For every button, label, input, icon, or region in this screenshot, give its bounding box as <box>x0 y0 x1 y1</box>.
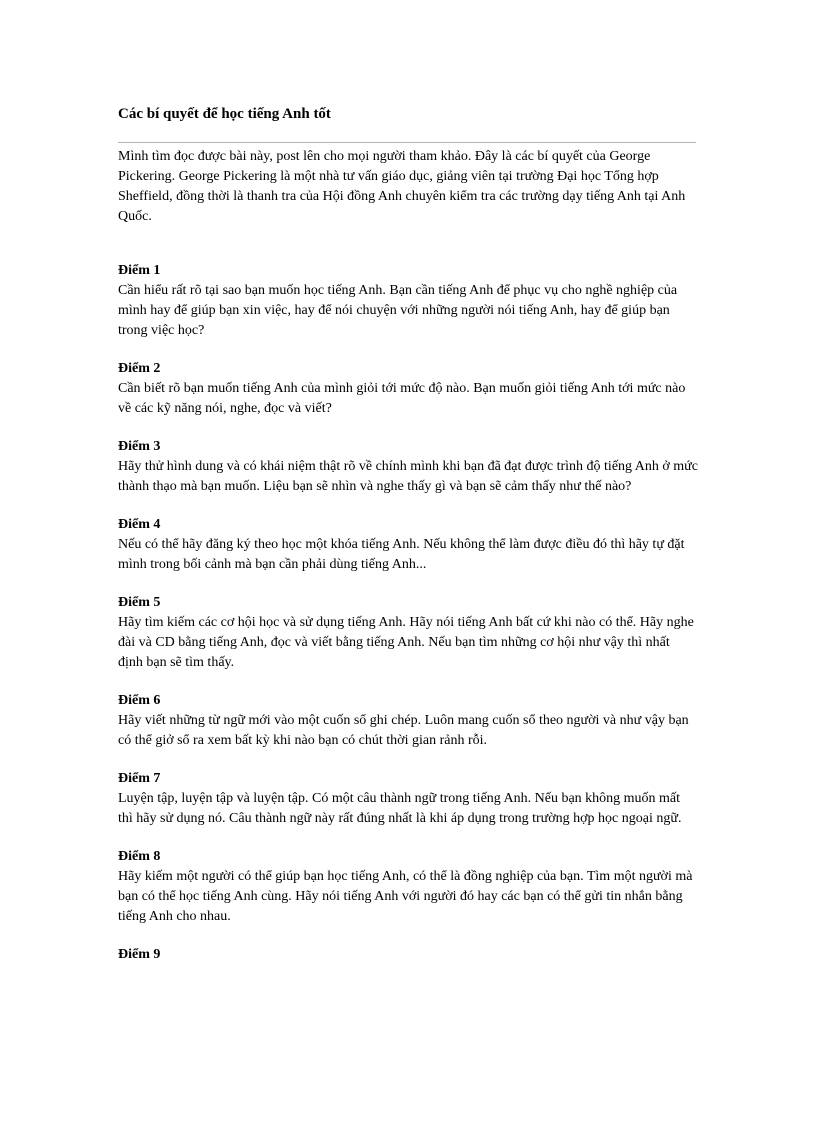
point-heading: Điểm 5 <box>118 595 161 610</box>
point-text: Luyện tập, luyện tập và luyện tập. Có một câu thành ngữ trong tiếng Anh. Nếu bạn không muốn mất thì hãy sử dụng nó. Câu thành ngữ này rất đúng nhất là khi áp dụng trong trường hợp học ngoại ngữ. <box>118 791 682 826</box>
point-text: Hãy kiếm một người có thể giúp bạn học tiếng Anh, có thể là đồng nghiệp của bạn. Tìm một người mà bạn có thể học tiếng Anh cùng. Hãy nói tiếng Anh với người đó hay các bạn có thể gửi tin nhắn bằng tiếng Anh cho nhau. <box>118 869 693 924</box>
point-3 <box>118 437 698 497</box>
title-divider <box>118 142 696 143</box>
point-8 <box>118 847 698 927</box>
points-list <box>118 261 698 965</box>
point-text: Hãy viết những từ ngữ mới vào một cuốn sổ ghi chép. Luôn mang cuốn sổ theo người và như vậy bạn có thể giở sổ ra xem bất kỳ khi nào bạn có chút thời gian rảnh rỗi. <box>118 713 689 748</box>
point-text: Cần biết rõ bạn muốn tiếng Anh của mình giỏi tới mức độ nào. Bạn muốn giỏi tiếng Anh tới mức nào về các kỹ năng nói, nghe, đọc và viết? <box>118 381 686 416</box>
point-heading: Điểm 7 <box>118 771 161 786</box>
point-heading: Điểm 1 <box>118 263 161 278</box>
point-heading: Điểm 3 <box>118 439 161 454</box>
point-heading: Điểm 2 <box>118 361 161 376</box>
point-7 <box>118 769 698 829</box>
point-2 <box>118 359 698 419</box>
point-heading: Điểm 9 <box>118 947 161 962</box>
point-heading: Điểm 6 <box>118 693 161 708</box>
point-text: Cần hiểu rất rõ tại sao bạn muốn học tiếng Anh. Bạn cần tiếng Anh để phục vụ cho nghề nghiệp của mình hay để giúp bạn xin việc, hay để nói chuyện với những người nói tiếng Anh, hay để giúp bạn trong việc học? <box>118 283 678 338</box>
intro-paragraph: Mình tìm đọc được bài này, post lên cho mọi người tham khảo. Đây là các bí quyết của George Pickering. George Pickering là một nhà tư vấn giáo dục, giảng viên tại trường Đại học Tổng hợp Sheffield, đồng thời là thanh tra của Hội đồng Anh chuyên kiểm tra các trường dạy tiếng Anh tại Anh Quốc. <box>118 149 686 224</box>
point-6 <box>118 691 698 751</box>
point-9 <box>118 945 698 965</box>
point-4 <box>118 515 698 575</box>
document-title: Các bí quyết để học tiếng Anh tốt <box>118 106 331 122</box>
point-1 <box>118 261 698 341</box>
point-heading: Điểm 4 <box>118 517 161 532</box>
point-text: Hãy thử hình dung và có khái niệm thật rõ về chính mình khi bạn đã đạt được trình độ tiếng Anh ở mức thành thạo mà bạn muốn. Liệu bạn sẽ nhìn và nghe thấy gì và bạn sẽ cảm thấy như thế nào? <box>118 459 698 494</box>
point-5 <box>118 593 698 673</box>
point-text: Hãy tìm kiếm các cơ hội học và sử dụng tiếng Anh. Hãy nói tiếng Anh bất cứ khi nào có thể. Hãy nghe đài và CD bằng tiếng Anh, đọc và viết bằng tiếng Anh. Nếu bạn tìm những cơ hội như vậy thì nhất định bạn sẽ tìm thấy. <box>118 615 694 670</box>
point-heading: Điểm 8 <box>118 849 161 864</box>
point-text: Nếu có thể hãy đăng ký theo học một khóa tiếng Anh. Nếu không thể làm được điều đó thì hãy tự đặt mình trong bối cảnh mà bạn cần phải dùng tiếng Anh... <box>118 537 685 572</box>
